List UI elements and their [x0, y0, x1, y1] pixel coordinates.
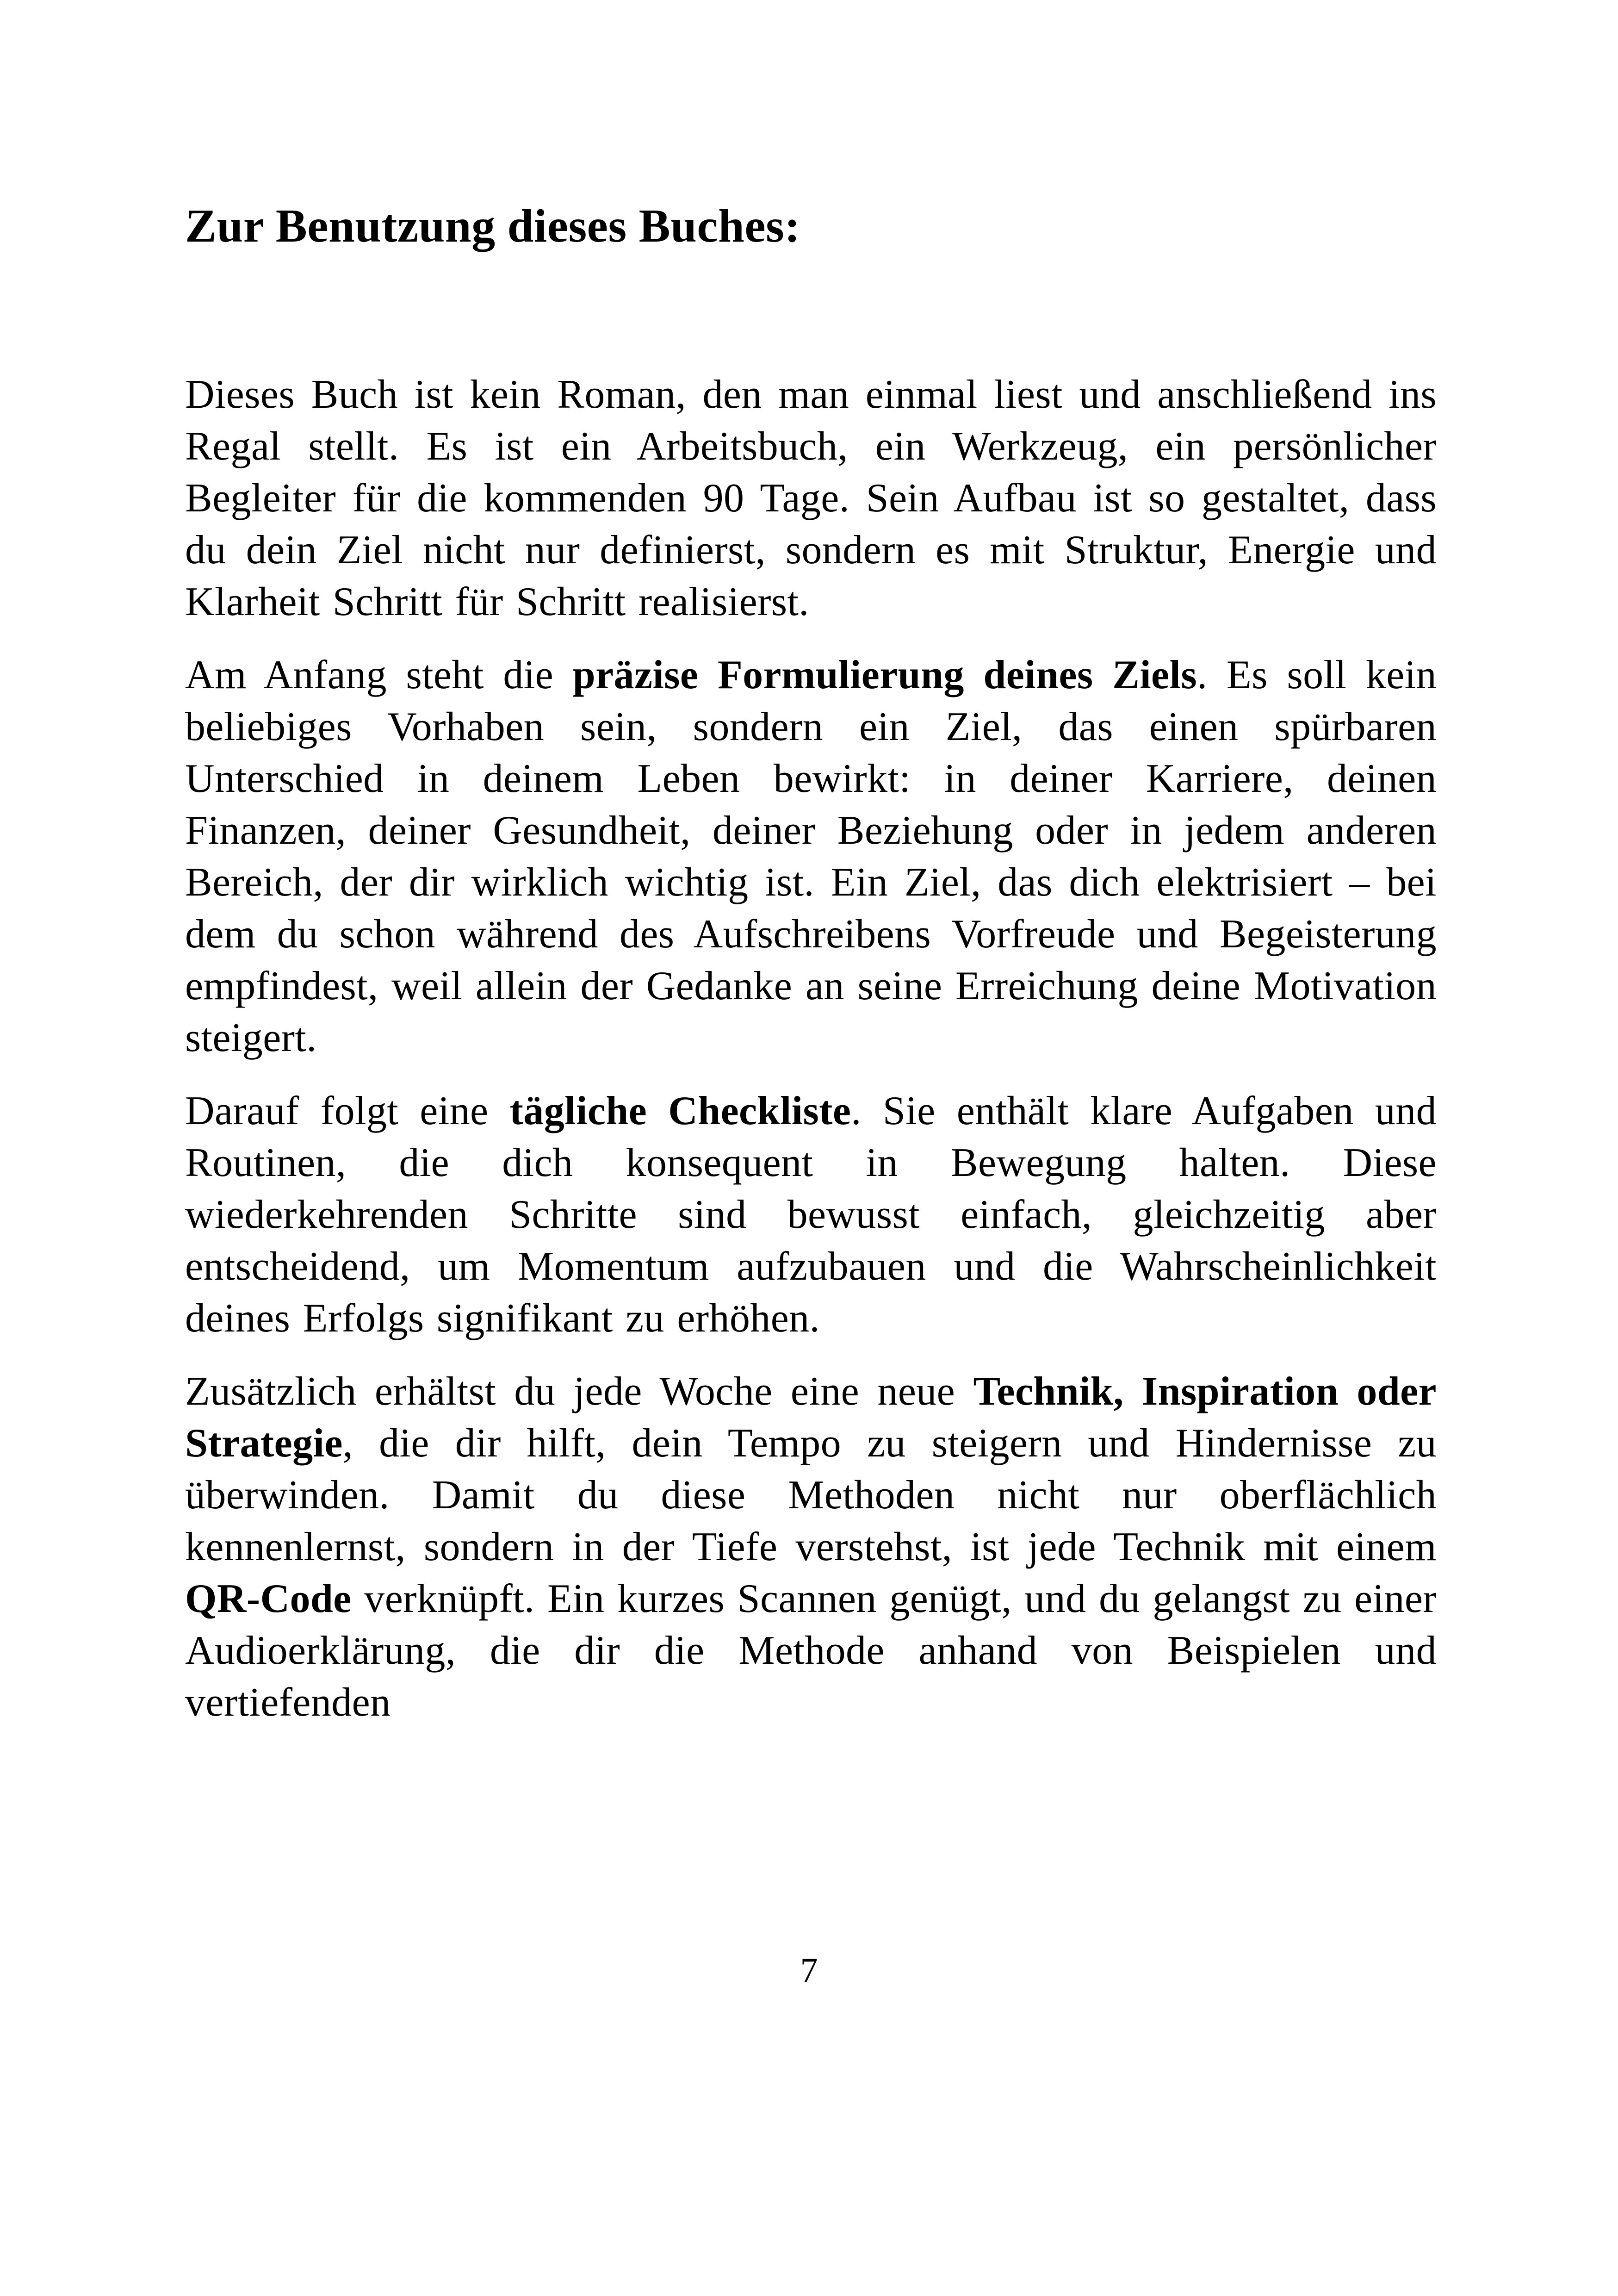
paragraph-intro: [185, 369, 1437, 628]
paragraph-weekly-technique: [185, 1366, 1437, 1729]
text-run: verknüpft. Ein kurzes Scannen genügt, und du gelangst zu einer Audioerklärung, die dir die Methode anhand von Beispielen und vertiefenden: [185, 1576, 1437, 1725]
text-column: [185, 199, 1437, 1750]
bold-text-run: QR-Code: [185, 1576, 352, 1621]
bold-text-run: tägliche Checkliste: [509, 1089, 851, 1133]
bold-text-run: präzise Formulierung deines Ziels: [572, 653, 1197, 697]
text-run: . Sie enthält klare Aufgaben und Routinen, die dich konsequent in Bewegung halten. Diese wiederkehrenden Schritte sind bewusst einfach, gleichzeitig aber entscheidend, um Momentum aufzubauen und die Wahrscheinlichkeit deines Erfolgs signifikant zu erhöhen.: [185, 1089, 1437, 1341]
page-number: 7: [800, 1951, 818, 1990]
body-text: [185, 369, 1437, 1729]
paragraph-goal-formulation: [185, 649, 1437, 1064]
bold-text-run: Technik, Inspiration oder Strategie: [185, 1369, 1437, 1466]
text-run: , die dir hilft, dein Tempo zu steigern und Hindernisse zu überwinden. Damit du diese Methoden nicht nur oberflächlich kennenlernst, sondern in der Tiefe verstehst, ist jede Technik mit einem: [185, 1421, 1437, 1569]
text-run: Dieses Buch ist kein Roman, den man einmal liest und anschließend ins Regal stellt. Es ist ein Arbeitsbuch, ein Werkzeug, ein persönlicher Begleiter für die kommenden 90 Tage. Sein Aufbau ist so gestaltet, dass du dein Ziel nicht nur definierst, sondern es mit Struktur, Energie und Klarheit Schritt für Schritt realisierst.: [185, 372, 1437, 624]
section-heading: Zur Benutzung dieses Buches:: [185, 200, 800, 252]
text-run: Zusätzlich erhältst du jede Woche eine neue: [185, 1369, 973, 1414]
text-run: Am Anfang steht die: [185, 653, 573, 697]
text-run: Darauf folgt eine: [185, 1089, 510, 1133]
text-run: . Es soll kein beliebiges Vorhaben sein, sondern ein Ziel, das einen spürbaren Unterschied in deinem Leben bewirkt: in deiner Karriere, deinen Finanzen, deiner Gesundheit, deiner Beziehung oder in jedem anderen Bereich, der dir wirklich wichtig ist. Ein Ziel, das dich elektrisiert – bei dem du schon während des Aufschreibens Vorfreude und Begeisterung empfindest, weil allein der Gedanke an seine Erreichung deine Motivation steigert.: [185, 653, 1437, 1060]
paragraph-daily-checklist: [185, 1085, 1437, 1344]
